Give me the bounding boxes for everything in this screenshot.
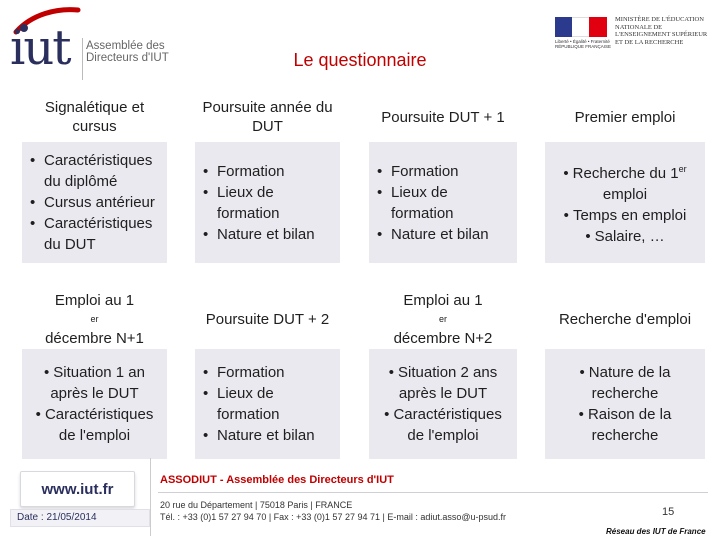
body-poursuite-dut-2 xyxy=(195,349,340,459)
list-item: • Lieux de formation xyxy=(203,182,332,224)
body-poursuite-dut-1 xyxy=(369,142,517,263)
list-item: • Lieux de formation xyxy=(203,383,332,425)
ministry-logo xyxy=(555,14,715,50)
list-item: • Formation xyxy=(203,362,332,383)
logo-text: Assemblée des Directeurs d'IUT xyxy=(86,40,169,64)
header-emploi-n1: Emploi au 1 er décembre N+1 xyxy=(22,289,167,349)
list-item: • Nature de la recherche xyxy=(553,362,697,404)
list-item: • Recherche du 1er emploi xyxy=(553,159,697,205)
ministry-text: MINISTÈRE DE L'ÉDUCATION NATIONALE DE L'ENSEIGNEMENT SUPÉRIEUR ET DE LA RECHERCHE xyxy=(615,16,708,46)
list-item: • Caractéristiques de l'emploi xyxy=(377,404,509,446)
list-item: • Nature et bilan xyxy=(203,224,332,245)
header-emploi-n2: Emploi au 1 er décembre N+2 xyxy=(369,289,517,349)
list-item: • Salaire, … xyxy=(585,226,664,247)
list-item: • Formation xyxy=(377,161,509,182)
page-title: Le questionnaire xyxy=(293,50,427,70)
address-line: 20 rue du Département | 75018 Paris | FRANCE xyxy=(160,500,353,510)
list-item: • Situation 2 ans après le DUT xyxy=(377,362,509,404)
page-number: 15 xyxy=(662,506,675,518)
header-poursuite-dut-2: Poursuite DUT + 2 xyxy=(195,289,340,349)
header-poursuite-annee: Poursuite année du DUT xyxy=(195,92,340,142)
network-tagline: Réseau des IUT de France xyxy=(606,527,706,536)
header-signaletique: Signalétique et cursus xyxy=(22,92,167,142)
list-item: • Cursus antérieur xyxy=(30,192,159,213)
body-poursuite-annee xyxy=(195,142,340,263)
header-recherche-emploi: Recherche d'emploi xyxy=(545,289,705,349)
body-signaletique xyxy=(22,142,167,263)
list-item: • Caractéristiques du diplômé xyxy=(30,150,159,192)
website-link[interactable]: www.iut.fr xyxy=(20,471,135,507)
list-item: • Lieux de formation xyxy=(377,182,509,224)
logo-wordmark: iut xyxy=(10,20,70,76)
footer-left xyxy=(0,465,150,540)
header-poursuite-dut-1: Poursuite DUT + 1 xyxy=(369,92,517,142)
list-item: • Nature et bilan xyxy=(203,425,332,446)
body-emploi-n1 xyxy=(22,349,167,459)
republic-motto: Liberté • Égalité • Fraternité RÉPUBLIQUE FRANÇAISE xyxy=(555,39,612,49)
list-item: • Caractéristiques de l'emploi xyxy=(30,404,159,446)
list-item: • Caractéristiques du DUT xyxy=(30,213,159,255)
body-recherche-emploi xyxy=(545,349,705,459)
header-premier-emploi: Premier emploi xyxy=(545,92,705,142)
list-item: • Formation xyxy=(203,161,332,182)
list-item: • Temps en emploi xyxy=(564,205,687,226)
body-emploi-n2 xyxy=(369,349,517,459)
french-flag-icon xyxy=(555,17,612,51)
contact-line: Tél. : +33 (0)1 57 27 94 70 | Fax : +33 (0)1 57 27 94 71 | E-mail : adiut.asso@u-psud.fr xyxy=(160,512,507,522)
date-label: Date : 21/05/2014 xyxy=(10,509,150,527)
list-item: • Nature et bilan xyxy=(377,224,509,245)
footer-divider xyxy=(150,458,151,536)
organization-name: ASSODIUT - Assemblée des Directeurs d'IUT xyxy=(160,474,394,486)
list-item: • Raison de la recherche xyxy=(553,404,697,446)
list-item: • Situation 1 an après le DUT xyxy=(30,362,159,404)
footer-rule xyxy=(158,492,708,493)
body-premier-emploi xyxy=(545,142,705,263)
